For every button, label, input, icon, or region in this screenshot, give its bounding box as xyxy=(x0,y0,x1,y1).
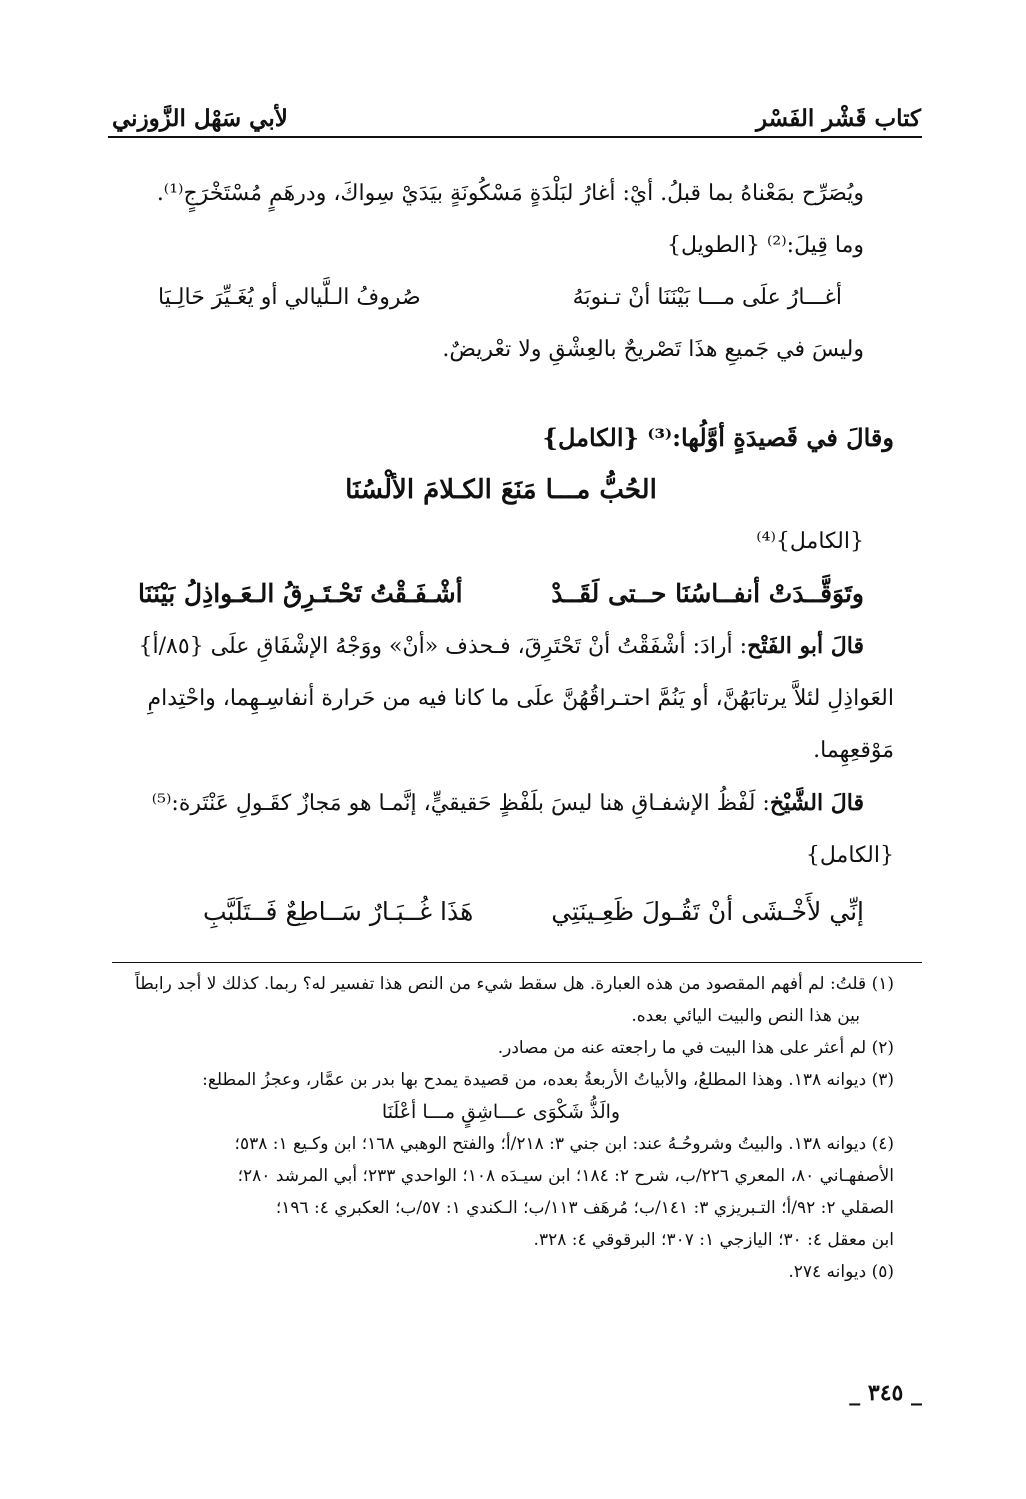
commentary-line xyxy=(108,620,894,673)
commentary-line xyxy=(108,777,894,830)
verse-first-hemistich: إنِّي لأَخْـشَى أنْ تَقُـولَ ظَعِـينَتِي xyxy=(551,897,864,926)
poem-verse xyxy=(108,568,894,620)
footnote-4-continuation: الصقلي ٢: ٩٢/أ؛ التـبريزي ٣: ١٤١/ب؛ مُرهَف ١١٣/ب؛ الـكندي ١: ٥٧/ب؛ العكبري ٤: ١٩٦؛ xyxy=(275,1198,894,1218)
verse-second-hemistich: صُروفُ الـلَّيالي أو يُغَـيِّرَ حَالِـيَا xyxy=(158,285,421,310)
text-line: وما قِيلَ:⁽²⁾ {الطويل} xyxy=(667,233,864,258)
footnotes xyxy=(108,968,894,1288)
header-rule xyxy=(108,136,922,138)
verse-second-hemistich: أشْـفَـقْتُ تَحْـتَـرِقُ الـعَـواذِلُ بَيْنَنَا xyxy=(138,579,463,608)
commentator-label: قالَ أبو الفَتْح xyxy=(747,633,864,659)
main-text xyxy=(108,168,894,938)
poem-opening-line: الحُبُّ مـــا مَنَعَ الكـلامَ الألْسُنَا xyxy=(345,475,657,505)
footnote-4-continuation: الأصفهـاني ٨٠، المعري ٢٢٦/ب، شرح ٢: ١٨٤؛ ابن سيـدَه ١٠٨؛ الواحدي ٢٣٣؛ أبي المرشد ٢٨٠؛ xyxy=(237,1166,894,1186)
verse-first-hemistich: وتَوَقَّــدَتْ أنفــاسُنَا حــتى لَقَــدْ xyxy=(551,579,864,608)
running-head xyxy=(112,92,921,132)
meter-label: {الكامل}⁽⁴⁾ xyxy=(756,529,864,554)
footnote-1-continuation: بين هذا النص والبيت اليائي بعده. xyxy=(631,1006,860,1026)
text-line: وليسَ في جَميعِ هذَا تَصْريحٌ بالعِشْقِ ولا تعْريضٌ. xyxy=(442,337,864,362)
footnote-rule xyxy=(112,962,922,963)
page-number: _ ٣٤٥ _ xyxy=(849,1380,922,1406)
footnote-3: (٣) ديوانه ١٣٨. وهذا المطلعُ، والأبياتُ الأربعةُ بعده، من قصيدة يمدح بها بدر بن عمَّار، وعجزُ المطلع: xyxy=(202,1070,894,1090)
footnote-4: (٤) ديوانه ١٣٨. والبيتُ وشروحُـهُ عند: ابن جني ٣: ٢١٨/أ؛ والفتح الوهبي ١٦٨؛ ابن وكـيع ١: ٥٣٨؛ xyxy=(234,1134,894,1154)
poem-verse xyxy=(108,886,894,938)
footnote-2: (٢) لم أعثر على هذا البيت في ما راجعته عنه من مصادر. xyxy=(497,1038,894,1058)
commentator-label: قالَ الشَّيْخ xyxy=(769,790,864,816)
commentary-text: : لَفْظُ الإشفـاقِ هنا ليسَ بلَفْظٍ حَقيقيٍّ، إنَّمـا هو مَجازٌ كقَـولِ عَنْتَرة:⁽⁵⁾ xyxy=(151,791,770,816)
verse-first-hemistich: أغـــارُ علَى مـــا بَيْنَنَا أنْ تـنوبَهُ xyxy=(572,285,842,310)
commentary-line: {الكامل} xyxy=(805,843,894,868)
text-line: ويُصَرِّح بمَعْناهُ بما قبلُ. أيْ: أغارُ لبَلْدَةٍ مَسْكُونَةٍ بيَدَيْ سِواكَ، ودرهَمٍ مُسْتَخْرَجٍ⁽¹⁾. xyxy=(156,181,864,206)
commentary-line: مَوْقعِهِما. xyxy=(813,738,894,763)
footnote-3-verse: والَذُّ شَكْوَى عـــاشِقٍ مـــا أعْلَنَا xyxy=(381,1101,621,1123)
commentary-text: : أرادَ: أشْفَقْتُ أنْ تَحْتَرِقَ، فـحذف «أنْ» ووَجْهُ الإشْفَاقِ علَى {٨٥/أ} xyxy=(138,634,748,659)
footnote-1: (١) قلتُ: لم أفهم المقصود من هذه العبارة. هل سقط شيء من النص هذا تفسير له؟ ربما. كذلك لا أجد رابطاً xyxy=(135,974,894,994)
verse-second-hemistich: هَذَا غُــبَـارٌ سَــاطِعٌ فَــتَلَبَّبِ xyxy=(203,897,474,926)
author-title: لأبي سَهْل الزَّوزني xyxy=(112,105,288,132)
commentary-line: العَواذِلِ لئلاَّ يرتابَهُنَّ، أو يَنُمَّ احتـراقُهُنَّ علَى ما كانا فيه من حَرارة أنفاسِـهِما، واحْتِدامِ xyxy=(147,686,894,711)
book-title: كتاب قَشْر الفَسْر xyxy=(755,105,921,132)
footnote-4-continuation: ابن معقل ٤: ٣٠؛ اليازجي ١: ٣٠٧؛ البرقوقي ٤: ٣٢٨. xyxy=(533,1230,894,1250)
section-heading: وقالَ في قَصيدَةٍ أوَّلُها:⁽³⁾ {الكامل} xyxy=(542,423,894,452)
poem-verse xyxy=(108,272,894,324)
footnote-5: (٥) ديوانه ٢٧٤. xyxy=(788,1262,894,1282)
